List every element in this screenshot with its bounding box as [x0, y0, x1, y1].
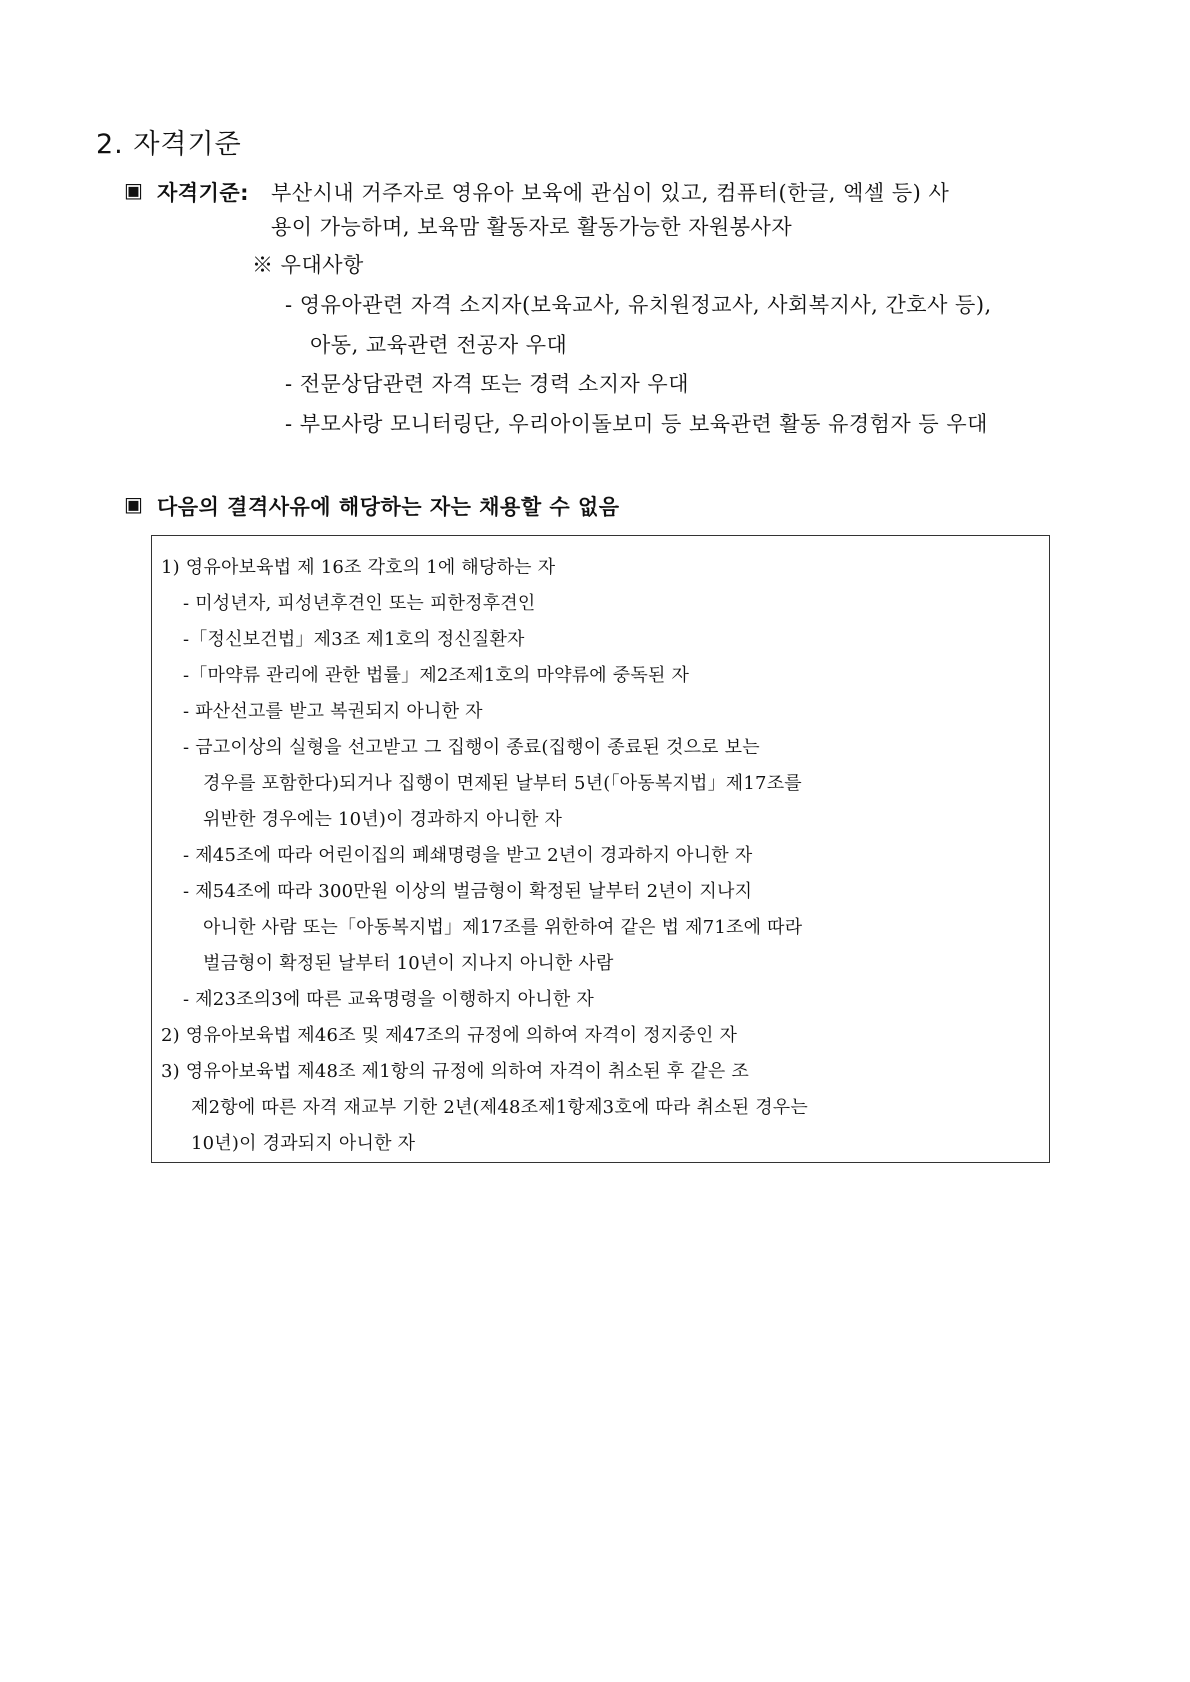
disqualification-line: 1) 영유아보육법 제 16조 각호의 1에 해당하는 자	[161, 557, 556, 578]
disqualification-line: 벌금형이 확정된 날부터 10년이 지나지 아니한 사람	[203, 953, 614, 974]
preference-item: - 부모사랑 모니터링단, 우리아이돌보미 등 보육관련 활동 유경험자 등 우대	[285, 412, 988, 436]
preference-item: 아동, 교육관련 전공자 우대	[310, 333, 568, 357]
disqualification-box	[151, 535, 1050, 1163]
section-title: 2. 자격기준	[96, 129, 242, 160]
disqualification-line: - 제54조에 따라 300만원 이상의 벌금형이 확정된 날부터 2년이 지나지	[183, 881, 753, 902]
disqualification-marker: ▣	[124, 492, 144, 516]
disqualification-line: 위반한 경우에는 10년)이 경과하지 아니한 자	[203, 809, 563, 830]
preference-item: - 전문상담관련 자격 또는 경력 소지자 우대	[285, 372, 690, 396]
qualification-text-line2: 용이 가능하며, 보육맘 활동자로 활동가능한 자원봉사자	[271, 215, 793, 239]
disqualification-line: -「정신보건법」제3조 제1호의 정신질환자	[183, 629, 525, 650]
qualification-text-line1: 부산시내 거주자로 영유아 보육에 관심이 있고, 컴퓨터(한글, 엑셀 등) 사	[271, 181, 950, 205]
disqualification-heading: 다음의 결격사유에 해당하는 자는 채용할 수 없음	[157, 495, 620, 519]
preference-title: ※ 우대사항	[252, 253, 364, 277]
preference-item: - 영유아관련 자격 소지자(보육교사, 유치원정교사, 사회복지사, 간호사 등),	[285, 293, 992, 317]
disqualification-line: - 금고이상의 실형을 선고받고 그 집행이 종료(집행이 종료된 것으로 보는	[183, 737, 760, 758]
disqualification-line: -「마약류 관리에 관한 법률」제2조제1호의 마약류에 중독된 자	[183, 665, 690, 686]
disqualification-line: - 미성년자, 피성년후견인 또는 피한정후견인	[183, 593, 536, 614]
qualification-label: 자격기준:	[157, 181, 250, 205]
disqualification-line: 경우를 포함한다)되거나 집행이 면제된 날부터 5년(「아동복지법」제17조를	[203, 773, 802, 794]
disqualification-line: - 제45조에 따라 어린이집의 폐쇄명령을 받고 2년이 경과하지 아니한 자	[183, 845, 753, 866]
disqualification-line: 제2항에 따른 자격 재교부 기한 2년(제48조제1항제3호에 따라 취소된 경우는	[191, 1097, 808, 1118]
disqualification-line: 아니한 사람 또는「아동복지법」제17조를 위한하여 같은 법 제71조에 따라	[203, 917, 803, 938]
disqualification-line: - 파산선고를 받고 복권되지 아니한 자	[183, 701, 483, 722]
qualification-marker: ▣	[124, 178, 144, 202]
disqualification-line: 2) 영유아보육법 제46조 및 제47조의 규정에 의하여 자격이 정지중인 자	[161, 1025, 738, 1046]
disqualification-line: 3) 영유아보육법 제48조 제1항의 규정에 의하여 자격이 취소된 후 같은 조	[161, 1061, 749, 1082]
disqualification-line: 10년)이 경과되지 아니한 자	[191, 1133, 416, 1154]
disqualification-line: - 제23조의3에 따른 교육명령을 이행하지 아니한 자	[183, 989, 594, 1010]
